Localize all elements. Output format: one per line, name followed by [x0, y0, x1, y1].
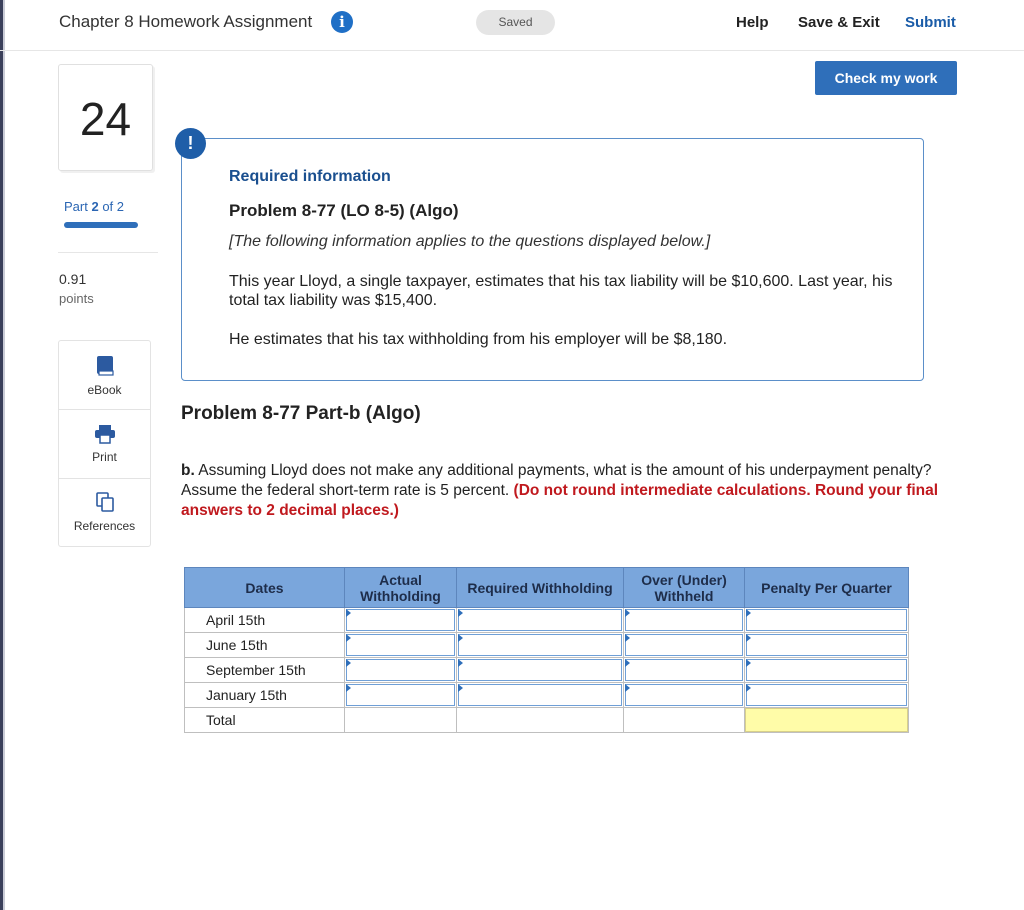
printer-icon	[94, 424, 116, 444]
required-withholding-cell	[457, 683, 624, 708]
over-under-cell	[624, 658, 745, 683]
over-under-cell	[624, 633, 745, 658]
actual-withholding-cell	[345, 608, 457, 633]
total-penalty-cell	[745, 708, 909, 733]
required-withholding-input[interactable]	[458, 684, 622, 706]
date-cell: June 15th	[185, 633, 345, 658]
references-tool[interactable]	[59, 491, 150, 533]
part-b-question	[181, 461, 971, 521]
over-under-input[interactable]	[625, 684, 743, 706]
points-label: points	[59, 291, 94, 306]
question-instruction: (Do not round intermediate calculations. Round your final answers to 2 decimal places.)	[181, 482, 939, 519]
window-left-edge-shadow	[3, 0, 5, 910]
over-under-input[interactable]	[625, 609, 743, 631]
part-of-total: of 2	[102, 199, 125, 214]
required-withholding-cell	[457, 633, 624, 658]
ebook-tool[interactable]	[59, 355, 150, 397]
date-cell: January 15th	[185, 683, 345, 708]
actual-withholding-input[interactable]	[346, 684, 455, 706]
help-link[interactable]: Help	[736, 14, 769, 31]
required-withholding-input[interactable]	[458, 609, 622, 631]
part-indicator	[64, 199, 124, 214]
actual-withholding-input[interactable]	[346, 659, 455, 681]
part-b-title: Problem 8-77 Part-b (Algo)	[181, 403, 421, 424]
column-header-over-under-withheld: Over (Under) Withheld	[624, 568, 745, 608]
required-info-heading: Required information	[229, 168, 391, 185]
penalty-input[interactable]	[746, 634, 907, 656]
column-header-penalty-per-quarter: Penalty Per Quarter	[745, 568, 909, 608]
empty-cell	[457, 708, 624, 733]
tool-divider	[59, 409, 150, 410]
date-cell: September 15th	[185, 658, 345, 683]
required-withholding-input[interactable]	[458, 634, 622, 656]
penalty-cell	[745, 608, 909, 633]
book-icon	[95, 355, 115, 377]
actual-withholding-cell	[345, 633, 457, 658]
empty-cell	[345, 708, 457, 733]
penalty-input[interactable]	[746, 659, 907, 681]
actual-withholding-cell	[345, 683, 457, 708]
table-header-row	[185, 568, 909, 608]
column-header-required-withholding: Required Withholding	[457, 568, 624, 608]
sidebar-divider	[58, 252, 158, 253]
over-under-input[interactable]	[625, 659, 743, 681]
penalty-cell	[745, 658, 909, 683]
over-under-input[interactable]	[625, 634, 743, 656]
over-under-cell	[624, 608, 745, 633]
references-label: References	[73, 519, 136, 533]
question-number: 24	[79, 93, 132, 145]
penalty-input[interactable]	[746, 609, 907, 631]
date-cell: April 15th	[185, 608, 345, 633]
penalty-input[interactable]	[746, 684, 907, 706]
actual-withholding-input[interactable]	[346, 609, 455, 631]
problem-paragraph-2: He estimates that his tax withholding from his employer will be $8,180.	[229, 331, 728, 348]
copy-icon	[95, 491, 115, 513]
column-header-dates: Dates	[185, 568, 345, 608]
column-header-actual-withholding: Actual Withholding	[345, 568, 457, 608]
print-label: Print	[92, 450, 117, 464]
print-tool[interactable]	[59, 424, 150, 464]
top-header	[0, 0, 1024, 51]
saved-status-badge: Saved	[476, 10, 555, 35]
penalty-cell	[745, 633, 909, 658]
problem-note: [The following information applies to the questions displayed below.]	[229, 233, 711, 250]
table-row	[185, 633, 909, 658]
problem-paragraph-1: This year Lloyd, a single taxpayer, estimates that his tax liability will be $10,600. Last year, his total tax liability was $15,400.	[229, 273, 893, 309]
ebook-label: eBook	[87, 383, 122, 397]
penalty-worksheet-table	[184, 567, 909, 733]
table-row	[185, 608, 909, 633]
problem-title: Problem 8-77 (LO 8-5) (Algo)	[229, 201, 459, 220]
actual-withholding-input[interactable]	[346, 634, 455, 656]
required-withholding-cell	[457, 658, 624, 683]
tools-panel	[58, 340, 151, 547]
check-my-work-button[interactable]: Check my work	[815, 61, 957, 95]
required-withholding-cell	[457, 608, 624, 633]
table-row	[185, 683, 909, 708]
required-withholding-input[interactable]	[458, 659, 622, 681]
tool-divider	[59, 478, 150, 479]
part-current: 2	[91, 199, 99, 214]
part-progress-bar	[64, 222, 138, 228]
question-text: Assuming Lloyd does not make any additional payments, what is the amount of his underpayment penalty? Assume the federal short-term rate is 5 percent.	[181, 462, 932, 499]
table-row	[185, 658, 909, 683]
over-under-cell	[624, 683, 745, 708]
total-row	[185, 708, 909, 733]
points-value: 0.91	[59, 271, 87, 287]
total-label-cell: Total	[185, 708, 345, 733]
assignment-title: Chapter 8 Homework Assignment	[59, 12, 313, 31]
question-number-card[interactable]	[58, 64, 153, 171]
alert-icon: !	[175, 128, 206, 159]
submit-link[interactable]: Submit	[905, 14, 956, 31]
save-exit-link[interactable]: Save & Exit	[798, 14, 880, 31]
actual-withholding-cell	[345, 658, 457, 683]
info-icon[interactable]: i	[331, 11, 353, 33]
empty-cell	[624, 708, 745, 733]
part-word: Part	[64, 199, 88, 214]
penalty-cell	[745, 683, 909, 708]
question-prefix: b.	[181, 462, 195, 479]
total-penalty-field	[745, 708, 908, 732]
